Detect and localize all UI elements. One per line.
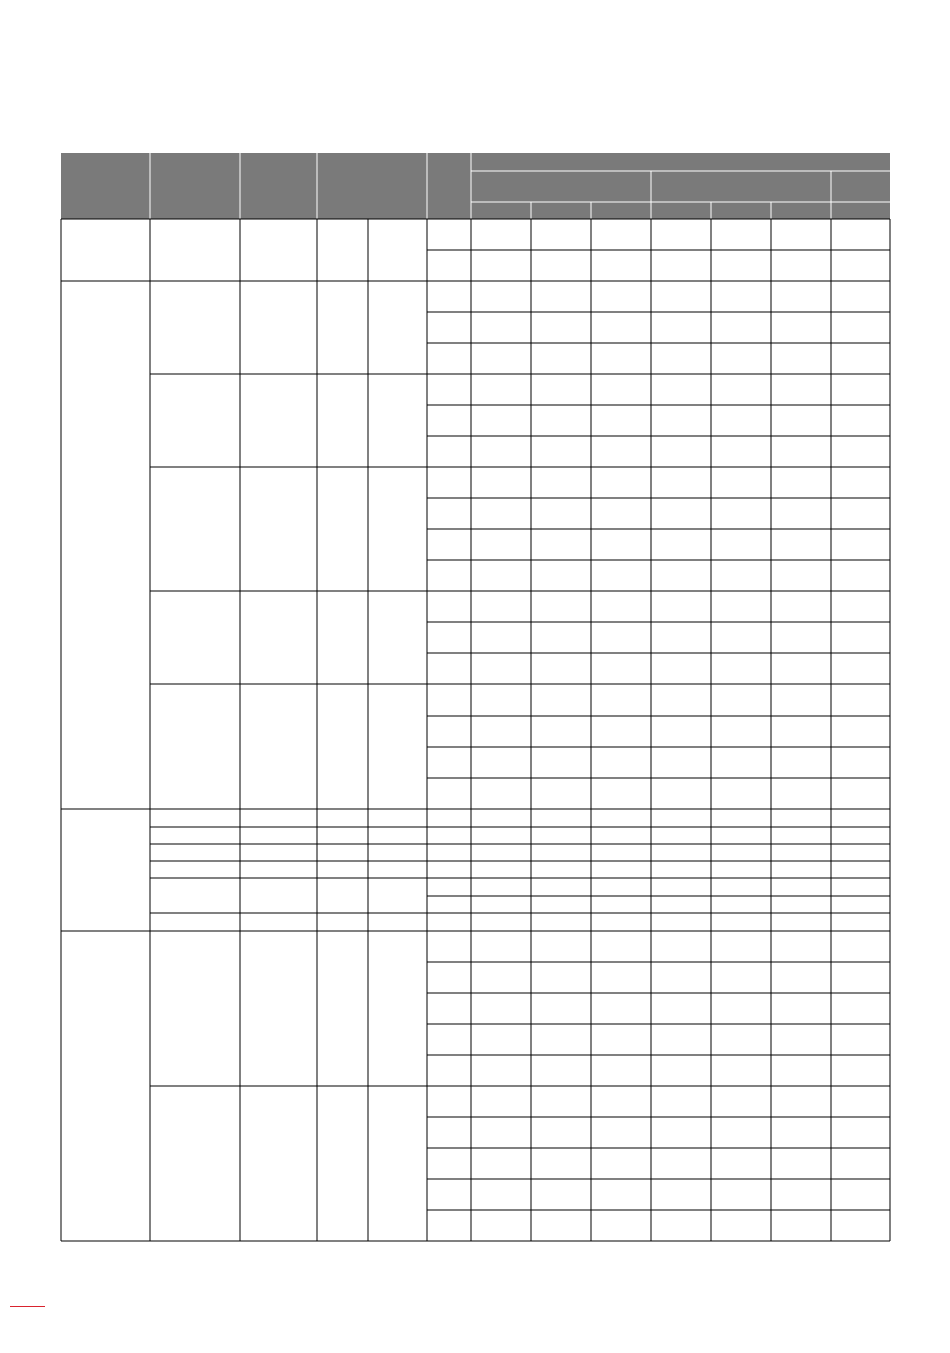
page-number-marker: [10, 1306, 45, 1307]
table-header: [61, 153, 890, 219]
header-background: [61, 153, 890, 219]
table-grid: [61, 219, 890, 1241]
